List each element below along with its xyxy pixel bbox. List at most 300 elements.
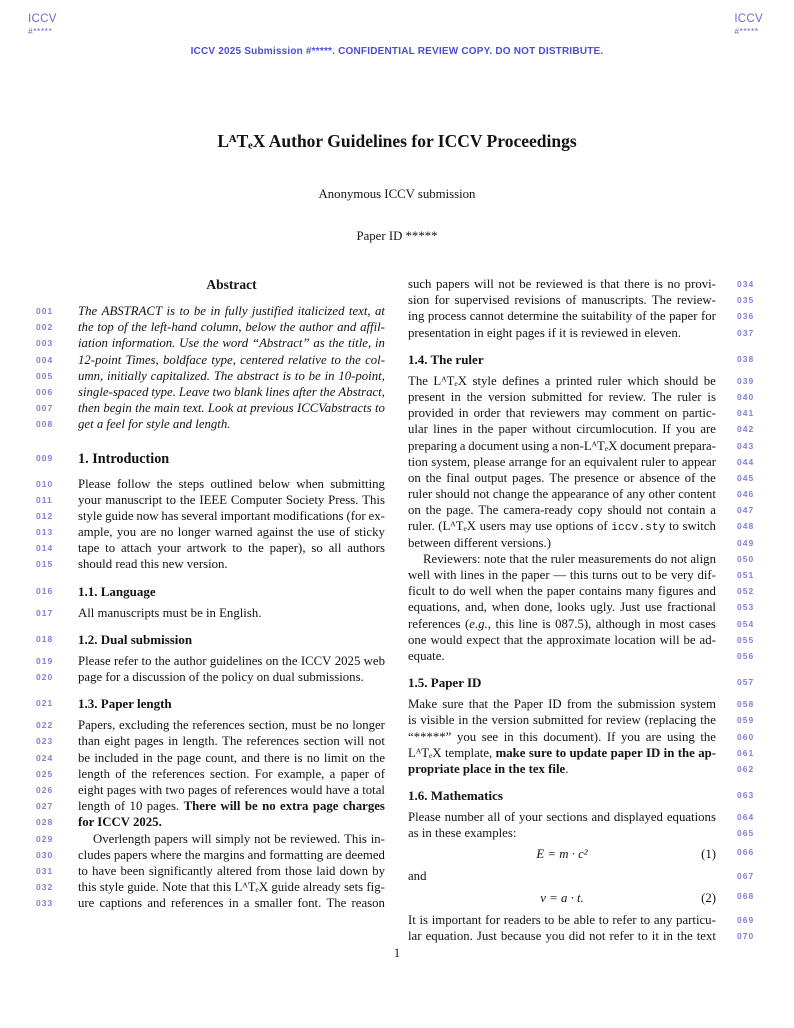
text-segment: Please — [78, 653, 111, 668]
word — [432, 912, 482, 928]
body-line — [408, 551, 755, 567]
text-segment: to — [598, 912, 609, 927]
text-segment: the — [328, 336, 345, 351]
text-segment: “Abstract” — [251, 336, 310, 351]
text-segment: eight — [78, 782, 104, 797]
word — [180, 492, 196, 508]
text-segment: between different versions.) — [408, 535, 551, 550]
line-number: 051 — [737, 570, 755, 580]
line-text — [408, 745, 716, 761]
text-segment: document). — [543, 729, 602, 744]
word — [252, 335, 310, 351]
body-line — [408, 761, 755, 777]
text-segment: provi- — [684, 277, 716, 291]
word — [498, 421, 526, 437]
text-segment: ( — [465, 616, 470, 631]
word — [597, 696, 613, 712]
word — [237, 400, 247, 416]
text-segment: ap- — [698, 745, 716, 760]
word — [545, 373, 551, 389]
heading-line — [36, 695, 385, 712]
word — [473, 454, 505, 470]
line-number: 050 — [737, 553, 755, 564]
text-segment: to — [669, 519, 679, 534]
body-line — [408, 745, 755, 761]
text-segment: in — [142, 750, 153, 765]
word — [496, 745, 526, 761]
body-line — [408, 292, 755, 308]
word — [620, 438, 670, 454]
word — [607, 729, 616, 745]
word — [664, 745, 675, 761]
word — [241, 750, 259, 766]
line-number: 031 — [36, 865, 54, 876]
word — [372, 863, 385, 879]
word — [78, 319, 94, 335]
text-segment: that — [468, 697, 488, 712]
text-segment: be — [655, 568, 668, 582]
text-segment: no — [335, 718, 349, 733]
text-segment: to — [232, 541, 243, 556]
text-segment: Paper — [513, 697, 544, 712]
word — [408, 292, 429, 308]
text-segment: below — [258, 476, 290, 491]
text-segment: the — [649, 309, 666, 324]
line-number: 062 — [737, 763, 755, 774]
word — [485, 912, 500, 928]
word — [290, 782, 322, 798]
line-number: 009 — [36, 452, 54, 463]
text-segment: will — [659, 632, 680, 647]
word — [237, 368, 279, 384]
text-segment: Just — [476, 928, 497, 943]
line-text — [408, 696, 716, 712]
word — [504, 729, 514, 745]
word — [465, 616, 491, 632]
word — [493, 696, 509, 712]
word — [192, 831, 212, 847]
word — [283, 368, 292, 384]
word — [527, 632, 543, 648]
word — [493, 486, 529, 502]
body-line — [408, 276, 755, 292]
word — [250, 400, 294, 416]
word — [345, 847, 385, 863]
text-segment: equivalent — [584, 454, 638, 469]
word — [318, 524, 335, 540]
text-segment: in — [503, 729, 514, 744]
line-text — [408, 729, 716, 745]
word — [700, 632, 716, 648]
line-number: 005 — [36, 370, 54, 381]
text-segment: below — [245, 320, 276, 335]
word — [341, 766, 369, 782]
word — [78, 524, 112, 540]
word — [347, 540, 385, 556]
word — [462, 421, 472, 437]
word — [352, 895, 385, 911]
text-segment: is — [419, 912, 429, 927]
text-segment: artwork — [186, 541, 227, 556]
line-number: 004 — [36, 354, 54, 365]
body-line — [36, 352, 385, 368]
line-number: 042 — [737, 424, 755, 435]
text-segment: the — [78, 320, 94, 335]
text-segment: use — [644, 600, 663, 615]
text-segment: the — [281, 653, 298, 668]
word — [231, 492, 282, 508]
text-segment: when — [296, 476, 324, 491]
word — [136, 508, 158, 524]
left-column — [36, 276, 385, 911]
equation-line — [408, 844, 755, 865]
word — [645, 599, 662, 615]
word — [151, 319, 197, 335]
text-segment: comment — [611, 406, 660, 421]
text-segment: now — [136, 508, 159, 523]
word — [234, 384, 262, 400]
word — [578, 502, 603, 518]
word — [298, 303, 345, 319]
word — [112, 335, 176, 351]
word — [374, 766, 385, 782]
text-segment: a — [544, 373, 551, 388]
word — [507, 308, 558, 324]
text-segment: the — [700, 713, 716, 728]
text-segment: particu- — [676, 912, 716, 927]
text-segment: that — [190, 880, 210, 895]
text-segment: Please — [408, 810, 441, 825]
text-segment: your — [518, 810, 543, 825]
paragraph — [408, 868, 755, 884]
word — [677, 292, 716, 308]
body-line — [36, 831, 385, 847]
line-text — [78, 879, 385, 895]
line-text — [408, 454, 716, 470]
body-line — [36, 540, 385, 556]
line-number: 040 — [737, 391, 755, 402]
body-line — [408, 632, 755, 648]
word — [325, 368, 335, 384]
text-segment: not — [670, 551, 688, 566]
text-segment: important — [220, 508, 271, 523]
word — [248, 540, 264, 556]
word — [240, 352, 284, 368]
word — [270, 540, 306, 556]
text-segment: be — [274, 831, 287, 846]
text-segment: the — [596, 697, 613, 712]
line-text — [408, 292, 716, 308]
text-segment: author — [173, 653, 207, 668]
word — [581, 308, 632, 324]
line-number: 068 — [737, 890, 755, 901]
body-line — [36, 556, 385, 572]
word — [652, 292, 672, 308]
line-number: 028 — [36, 817, 54, 828]
word — [369, 733, 385, 749]
word — [596, 616, 641, 632]
text-segment: relative — [288, 352, 327, 367]
text-segment: references — [408, 616, 461, 631]
conference-name: ICCV — [28, 13, 57, 25]
word — [365, 352, 385, 368]
word — [212, 384, 231, 400]
line-text — [408, 389, 716, 405]
author-line: Anonymous ICCV submission — [318, 187, 476, 201]
line-text — [78, 863, 385, 879]
text-segment: the — [425, 503, 442, 518]
text-segment: would — [290, 782, 323, 797]
text-segment: partic- — [682, 406, 716, 421]
line-number: 024 — [36, 752, 54, 763]
text-segment: 2025 — [334, 653, 361, 668]
text-segment: the — [184, 847, 201, 862]
text-segment: margins — [203, 847, 245, 862]
word — [426, 470, 442, 486]
text-segment: submission — [617, 697, 676, 712]
word — [297, 400, 372, 416]
line-number: 030 — [36, 849, 54, 860]
text-segment: reviewed — [535, 277, 583, 291]
word — [697, 567, 715, 583]
text-segment: length. — [182, 734, 218, 749]
text-segment: appearance — [551, 487, 610, 502]
text-segment: and — [241, 750, 260, 765]
text-segment: . — [565, 761, 569, 776]
paragraph — [408, 809, 755, 841]
text-segment: boldface — [163, 352, 208, 367]
text-segment: appear — [681, 454, 716, 469]
text-segment: is — [542, 616, 551, 631]
text-segment: attach — [120, 541, 152, 556]
word — [518, 616, 537, 632]
line-text — [408, 486, 716, 502]
text-segment: The — [651, 389, 672, 404]
paper-title: LᴬTₑX Author Guidelines for ICCV Proceedings — [217, 131, 577, 151]
text-segment: style — [78, 508, 103, 523]
text-segment: to — [668, 454, 679, 469]
word — [548, 696, 562, 712]
word — [225, 303, 248, 319]
word — [436, 276, 469, 292]
text-segment: you — [456, 729, 477, 744]
word — [574, 912, 595, 928]
word — [309, 368, 321, 384]
text-segment: paper — [546, 584, 576, 599]
text-segment: location — [614, 632, 656, 647]
body-line — [408, 648, 755, 664]
word — [408, 912, 416, 928]
word — [183, 400, 205, 416]
body-line — [408, 616, 755, 632]
word — [626, 583, 654, 599]
body-line — [36, 750, 385, 766]
text-segment: abstract — [236, 368, 279, 383]
text-segment: paper — [669, 309, 698, 324]
word — [255, 766, 273, 782]
word — [297, 895, 321, 911]
body-line — [36, 400, 385, 416]
word — [612, 912, 636, 928]
word — [408, 454, 428, 470]
text-segment: The — [78, 304, 98, 318]
text-segment: length — [78, 799, 110, 814]
word — [566, 292, 577, 308]
word — [320, 384, 336, 400]
text-segment: paper — [610, 745, 643, 760]
line-text — [78, 831, 385, 847]
word — [434, 567, 457, 583]
line-number: 001 — [36, 306, 54, 316]
text-segment: references — [152, 766, 205, 781]
text-segment: a — [243, 896, 250, 911]
line-number: 035 — [737, 295, 755, 306]
text-segment: review- — [676, 293, 716, 308]
body-line — [36, 895, 385, 911]
word — [529, 745, 552, 761]
line-number: 069 — [737, 914, 755, 925]
text-segment: present — [408, 389, 445, 404]
heading-line — [36, 631, 385, 648]
word — [671, 551, 687, 567]
text-segment: two — [212, 384, 231, 399]
text-segment: charges — [342, 799, 385, 814]
word — [248, 847, 266, 863]
word — [213, 879, 232, 895]
text-segment: a — [710, 503, 716, 518]
word — [78, 492, 101, 508]
text-segment: in — [662, 928, 673, 943]
text-segment: ure — [78, 896, 95, 911]
text-segment: ABSTRACT — [101, 304, 163, 318]
line-text — [408, 616, 716, 632]
line-number: 007 — [36, 403, 54, 414]
body-line — [36, 319, 385, 335]
word — [178, 524, 211, 540]
text-segment: ample, — [78, 525, 113, 540]
text-segment: copy — [577, 503, 603, 518]
body-line — [36, 476, 385, 492]
text-segment: the — [466, 389, 483, 404]
body-line — [36, 303, 385, 319]
body-line — [36, 653, 385, 669]
text-segment: ICCVabstracts — [296, 401, 372, 416]
word — [677, 928, 693, 944]
word — [245, 319, 276, 335]
word — [678, 745, 695, 761]
line-number: 046 — [737, 489, 755, 500]
text-segment: font. — [297, 896, 322, 911]
text-segment: circumlocution. — [576, 422, 658, 437]
line-text — [78, 750, 385, 766]
word — [678, 486, 716, 502]
line-number: 044 — [737, 456, 755, 467]
word — [114, 653, 138, 669]
text-segment: pages. — [146, 799, 180, 814]
line-text — [408, 535, 716, 551]
text-segment: with — [433, 568, 457, 582]
text-segment: on — [408, 470, 421, 485]
text-segment: important — [431, 912, 482, 927]
text-segment: any — [626, 487, 646, 502]
word — [352, 717, 385, 733]
text-segment: many — [625, 584, 655, 599]
body-line — [36, 766, 385, 782]
line-text — [78, 782, 385, 798]
word — [366, 879, 384, 895]
text-segment: reviewed. — [290, 831, 341, 846]
text-segment: the — [131, 320, 147, 335]
text-segment: Abstract, — [338, 384, 385, 399]
text-segment: the — [202, 336, 219, 351]
text-segment: at — [375, 304, 385, 318]
text-segment: down — [339, 863, 369, 878]
word — [527, 583, 543, 599]
text-segment: Computer — [230, 492, 283, 507]
text-segment: the — [561, 309, 578, 324]
text-segment: when — [491, 600, 520, 615]
text-segment: sure — [442, 697, 464, 712]
line-number: 063 — [737, 790, 755, 801]
subsection-heading — [36, 631, 385, 648]
word — [143, 750, 153, 766]
word — [504, 809, 515, 825]
line-number: 006 — [36, 386, 54, 397]
section-heading — [36, 450, 385, 469]
word — [457, 729, 476, 745]
word — [168, 733, 178, 749]
word — [408, 502, 421, 518]
word — [328, 492, 358, 508]
word — [78, 733, 100, 749]
text-segment: ruler — [597, 373, 622, 388]
paragraph — [36, 476, 385, 573]
text-segment: left-hand — [150, 320, 197, 335]
word — [344, 831, 367, 847]
word — [157, 750, 173, 766]
word — [478, 421, 494, 437]
word — [460, 567, 484, 583]
word — [285, 863, 312, 879]
word — [326, 782, 350, 798]
word — [495, 616, 514, 632]
text-segment: presence — [574, 470, 619, 485]
text-segment: the — [531, 551, 548, 566]
text-segment: tape — [78, 541, 100, 556]
word — [477, 928, 497, 944]
line-number: 061 — [737, 747, 755, 758]
text-segment: the — [319, 384, 336, 399]
text-segment: type, — [211, 352, 236, 367]
text-segment: equations — [666, 810, 716, 825]
word — [229, 895, 239, 911]
text-segment: number — [444, 810, 484, 825]
word — [654, 912, 672, 928]
word — [546, 809, 587, 825]
text-segment: the — [156, 750, 173, 765]
text-segment: will — [191, 831, 212, 846]
text-segment: users — [479, 519, 506, 534]
text-segment: refer — [114, 653, 139, 668]
line-text — [78, 400, 385, 416]
text-segment: the — [179, 492, 196, 507]
text-segment: one — [408, 632, 427, 647]
word — [107, 782, 136, 798]
word — [558, 912, 570, 928]
body-line — [36, 782, 385, 798]
word — [408, 583, 435, 599]
word — [549, 470, 569, 486]
